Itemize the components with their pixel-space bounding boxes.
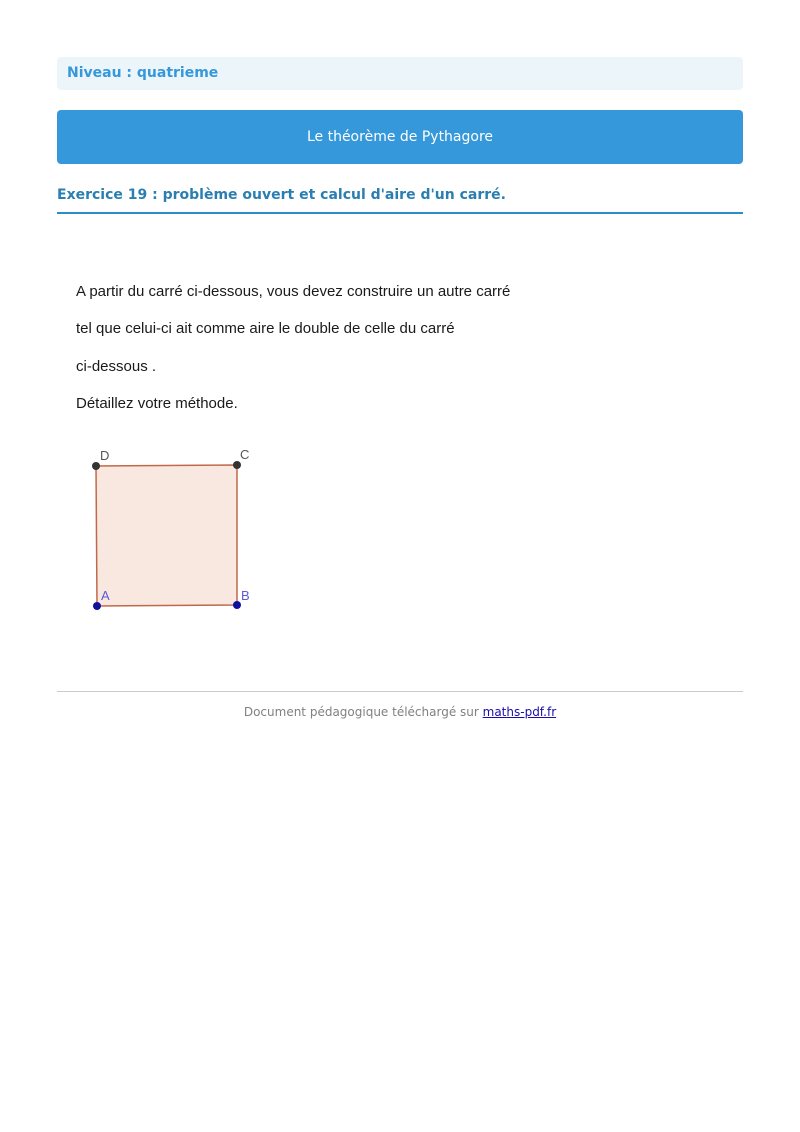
point-a — [93, 602, 101, 610]
statement-line-3: ci-dessous . — [76, 358, 157, 375]
page-title: Le théorème de Pythagore — [57, 110, 743, 164]
exercise-heading: Exercice 19 : problème ouvert et calcul d'aire d'un carré. — [57, 184, 743, 214]
label-b: B — [241, 588, 250, 603]
label-a: A — [101, 588, 110, 603]
label-c: C — [240, 447, 250, 462]
level-label: Niveau : quatrieme — [57, 57, 743, 90]
square-figure — [80, 440, 270, 625]
statement-line-2: tel que celui-ci ait comme aire le double de celle du carré — [76, 320, 455, 337]
footer — [57, 705, 743, 719]
point-d — [92, 462, 100, 470]
footer-link[interactable]: maths-pdf.fr — [482, 705, 557, 719]
footer-divider — [57, 691, 743, 692]
footer-text: Document pédagogique téléchargé sur — [243, 705, 483, 719]
point-b — [233, 601, 241, 609]
statement-line-4: Détaillez votre méthode. — [76, 395, 238, 412]
statement-line-1: A partir du carré ci-dessous, vous devez construire un autre carré — [76, 283, 511, 300]
label-d: D — [100, 448, 110, 463]
point-c — [233, 461, 241, 469]
square-abcd — [96, 465, 237, 606]
